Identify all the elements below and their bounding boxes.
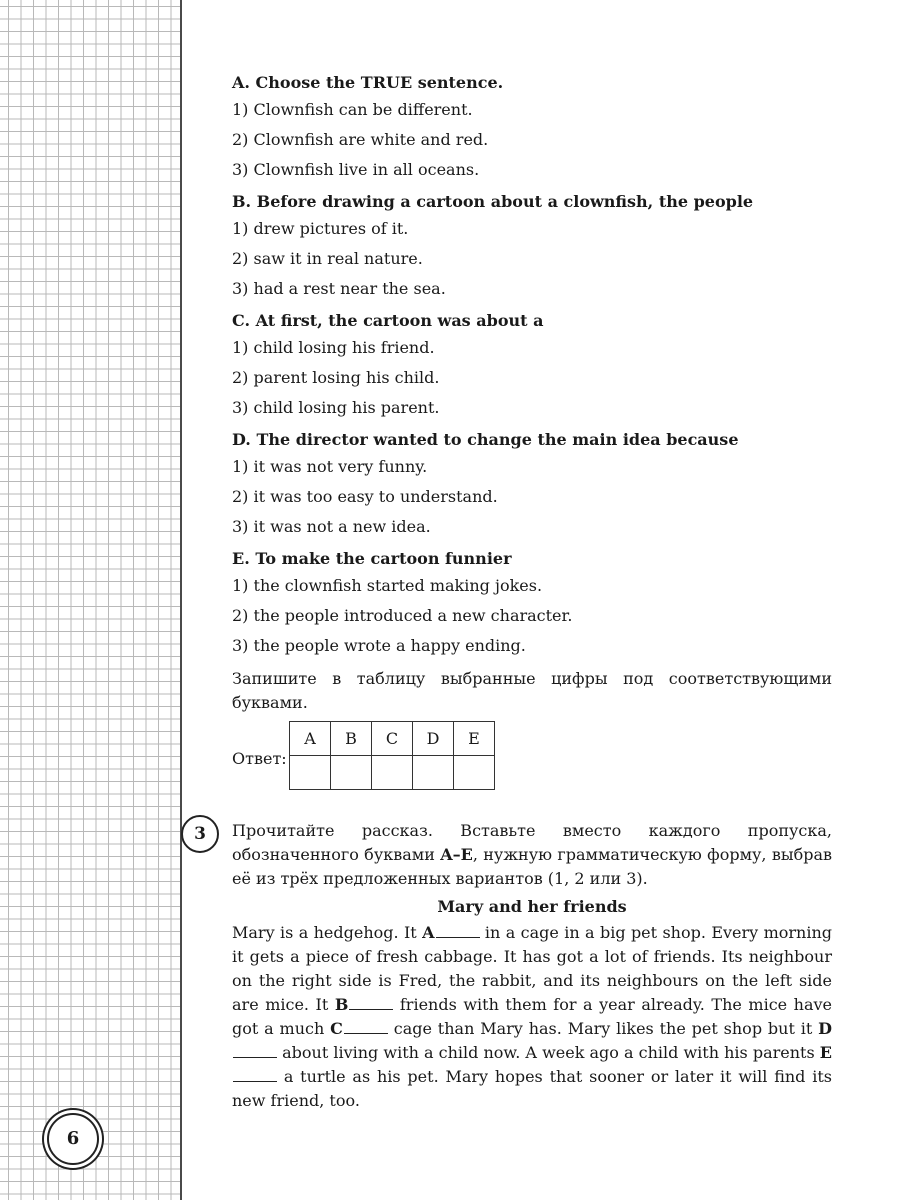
question-d (232, 429, 832, 538)
answer-header-d: D (413, 722, 454, 756)
story-segment: a turtle as his pet. Mary hopes that sooner or later it will find its new friend, too. (232, 1067, 832, 1110)
answer-header-a: A (290, 722, 331, 756)
gap-label-c: C (330, 1019, 343, 1038)
answer-table (289, 721, 495, 790)
story-segment: cage than Mary has. Mary likes the pet shop but it (387, 1019, 819, 1038)
answer-header-e: E (454, 722, 495, 756)
task-instruction-part-2: , нужную грамматическую форму, выбрав её из трёх предложенных вариантов (1, 2 или 3). (232, 845, 832, 888)
answer-cell-b[interactable] (331, 756, 372, 790)
option-2: 2) parent losing his child. (232, 368, 440, 387)
story-segment: friends with them for a year already. The mice have got a much (232, 995, 833, 1038)
gap-label-a: A (422, 923, 435, 942)
option-1: 1) the clownfish started making jokes. (232, 576, 543, 595)
question-title: A. Choose the TRUE sentence. (232, 73, 504, 92)
question-title: E. To make the cartoon funnier (232, 549, 512, 568)
question-title: C. At first, the cartoon was about a (232, 311, 544, 330)
question-title: B. Before drawing a cartoon about a clownfish, the people (232, 192, 754, 211)
option-3: 3) it was not a new idea. (232, 517, 431, 536)
option-2: 2) Clownfish are white and red. (232, 130, 489, 149)
task-instruction-letters: A–E (440, 845, 473, 864)
story-title: Mary and her friends (437, 897, 627, 916)
grid-margin-border (180, 0, 182, 1200)
question-title: D. The director wanted to change the main idea because (232, 430, 739, 449)
option-1: 1) child losing his friend. (232, 338, 435, 357)
option-1: 1) drew pictures of it. (232, 219, 409, 238)
gap-b-blank[interactable] (349, 995, 393, 1010)
table-instruction: Запишите в таблицу выбранные цифры под соответствующими буквами. (232, 669, 832, 712)
story-segment: in a cage in a big pet shop. Every morning it gets a piece of fresh cabbage. It has got a lot of friends. Its neighbour on the right side is Fred, the rabbit, and its neighbours on the left side are mice. It (232, 923, 832, 1014)
question-a (232, 72, 832, 181)
task-number-badge: 3 (181, 815, 219, 853)
answer-header-b: B (331, 722, 372, 756)
option-3: 3) the people wrote a happy ending. (232, 636, 526, 655)
task-instruction (232, 819, 832, 891)
gap-d-blank[interactable] (233, 1043, 277, 1058)
gap-a-blank[interactable] (436, 923, 480, 938)
option-2: 2) saw it in real nature. (232, 249, 423, 268)
question-e (232, 548, 832, 657)
answer-cell-a[interactable] (290, 756, 331, 790)
task-3 (194, 819, 833, 1113)
answer-header-c: C (372, 722, 413, 756)
question-b (232, 191, 832, 300)
answer-cell-e[interactable] (454, 756, 495, 790)
answer-cell-c[interactable] (372, 756, 413, 790)
page-content (194, 72, 833, 1113)
story-text (232, 921, 832, 1113)
option-3: 3) Clownfish live in all oceans. (232, 160, 480, 179)
grid-margin (0, 0, 180, 1200)
gap-label-d: D (818, 1019, 833, 1038)
story-segment: about living with a child now. A week ago a child with his parents (277, 1043, 820, 1062)
gap-label-b: B (334, 995, 349, 1014)
option-2: 2) it was too easy to understand. (232, 487, 498, 506)
page-number-badge: 6 (47, 1113, 99, 1165)
option-3: 3) had a rest near the sea. (232, 279, 446, 298)
answer-label: Ответ: (232, 749, 287, 768)
gap-label-e: E (819, 1043, 832, 1062)
answer-cell-d[interactable] (413, 756, 454, 790)
story-segment: Mary is a hedgehog. It (232, 923, 423, 942)
option-1: 1) it was not very funny. (232, 457, 428, 476)
question-c (232, 310, 832, 419)
task-instruction-part-1: Прочитайте рассказ. Вставьте вместо каждого пропуска, обозначенного буквами (232, 821, 832, 864)
option-1: 1) Clownfish can be different. (232, 100, 473, 119)
answer-block (232, 721, 832, 801)
option-2: 2) the people introduced a new character. (232, 606, 573, 625)
option-3: 3) child losing his parent. (232, 398, 440, 417)
gap-e-blank[interactable] (233, 1067, 277, 1082)
gap-c-blank[interactable] (344, 1019, 388, 1034)
